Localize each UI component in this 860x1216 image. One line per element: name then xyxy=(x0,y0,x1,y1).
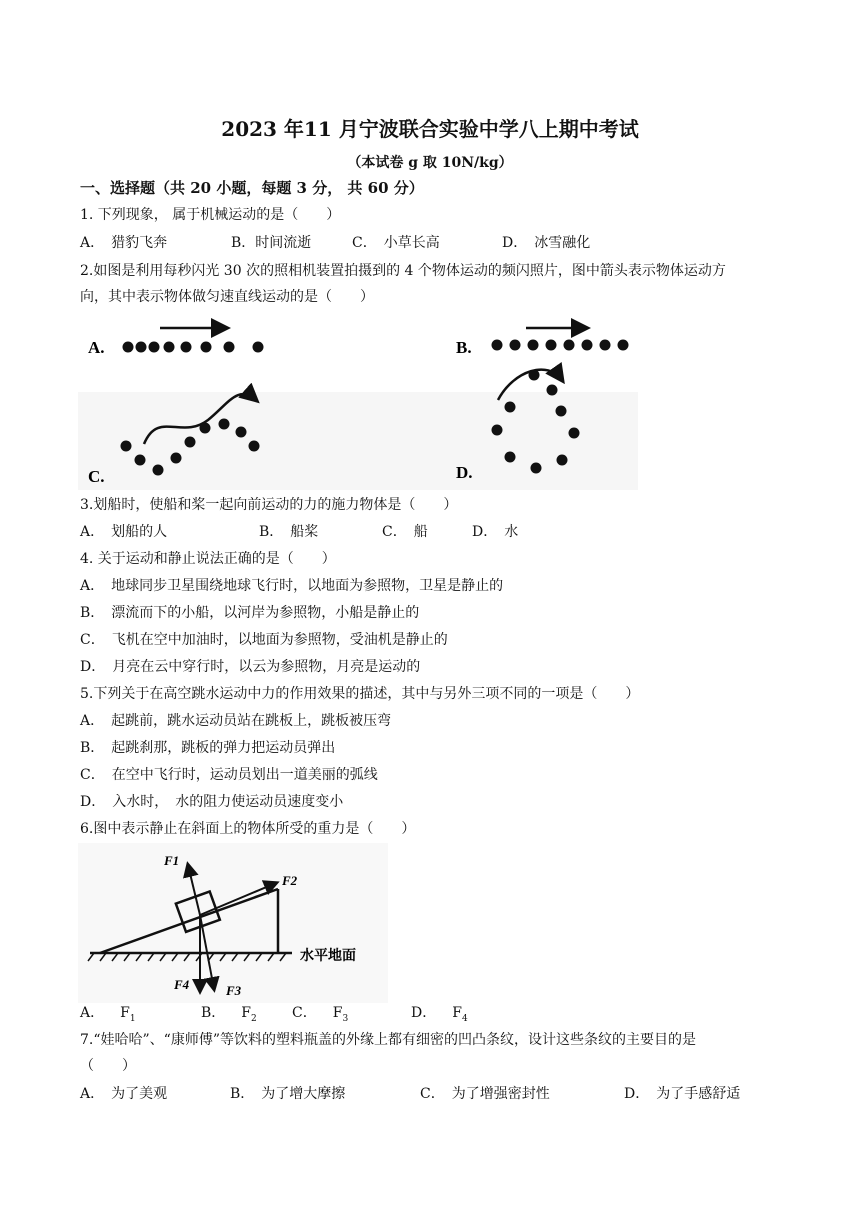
q3-option-d: D． 水 xyxy=(472,524,519,540)
q3-option-b: B． 船桨 xyxy=(259,524,319,540)
q6-label-f2: F2 xyxy=(282,873,298,888)
q6-option-c: C． $F_3$ xyxy=(292,1005,349,1024)
q6-figure xyxy=(78,843,388,1003)
q6-option-a: A． $F_1$ xyxy=(80,1005,136,1024)
q6-label-f1: F1 xyxy=(164,853,180,868)
q6-label-ground: 水平地面 xyxy=(300,948,356,964)
q5-stem: 5.下列关于在高空跳水运动中力的作用效果的描述，其中与另外三项不同的一项是（ ） xyxy=(80,686,640,702)
q6-option-b: B． $F_2$ xyxy=(201,1005,257,1024)
q7-option-b: B． 为了增大摩擦 xyxy=(230,1086,346,1102)
q2-label-a: A. xyxy=(88,338,105,357)
q7-stem-line1: 7.“娃哈哈”、“康师傅”等饮料的塑料瓶盖的外缘上都有细密的凹凸条纹，设计这些条纹的主要目的是 xyxy=(80,1032,696,1048)
q2-label-b: B. xyxy=(456,338,472,357)
q4-option-a: A． 地球同步卫星围绕地球飞行时，以地面为参照物，卫星是静止的 xyxy=(80,578,504,594)
q6-label-f4: F4 xyxy=(174,977,190,992)
q2-stem-line2: 向，其中表示物体做匀速直线运动的是（ ） xyxy=(80,289,374,305)
q5-option-c: C． 在空中飞行时，运动员划出一道美丽的弧线 xyxy=(80,767,378,783)
q4-option-c: C． 飞机在空中加油时，以地面为参照物，受油机是静止的 xyxy=(80,632,448,648)
q1-option-a: A． 猎豹飞奔 xyxy=(80,235,168,251)
page-subtitle: （本试卷 g 取 10N/kg） xyxy=(347,155,513,171)
q5-option-a: A． 起跳前，跳水运动员站在跳板上，跳板被压弯 xyxy=(80,713,392,729)
q7-option-a: A． 为了美观 xyxy=(80,1086,168,1102)
q4-option-b: B． 漂流而下的小船，以河岸为参照物，小船是静止的 xyxy=(80,605,420,621)
q3-stem: 3.划船时，使船和桨一起向前运动的力的施力物体是（ ） xyxy=(80,497,458,513)
q7-option-c: C． 为了增强密封性 xyxy=(420,1086,550,1102)
q4-option-d: D． 月亮在云中穿行时，以云为参照物，月亮是运动的 xyxy=(80,659,421,675)
q5-option-d: D． 入水时， 水的阻力使运动员速度变小 xyxy=(80,794,344,810)
q7-stem-line2: （ ） xyxy=(80,1058,136,1074)
q7-option-d: D． 为了手感舒适 xyxy=(624,1086,741,1102)
q5-option-b: B． 起跳刹那，跳板的弹力把运动员弹出 xyxy=(80,740,336,756)
section-heading: 一、选择题（共 20 小题，每题 3 分， 共 60 分） xyxy=(80,179,424,197)
q1-option-d: D． 冰雪融化 xyxy=(502,235,591,251)
q1-stem: 1. 下列现象， 属于机械运动的是（ ） xyxy=(80,207,341,223)
q6-option-d: D． $F_4$ xyxy=(411,1005,468,1024)
q2-stem-line1: 2.如图是利用每秒闪光 30 次的照相机装置拍摄到的 4 个物体运动的频闪照片，图中箭头表示物体运动方 xyxy=(80,263,726,279)
q6-stem: 6.图中表示静止在斜面上的物体所受的重力是（ ） xyxy=(80,821,416,837)
q2-figure xyxy=(78,312,638,490)
q3-option-a: A． 划船的人 xyxy=(80,524,168,540)
q6-label-f3: F3 xyxy=(226,983,242,998)
q1-option-c: C． 小草长高 xyxy=(352,235,440,251)
q1-option-b: B．时间流逝 xyxy=(231,235,312,251)
q3-option-c: C． 船 xyxy=(382,524,428,540)
q2-label-d: D. xyxy=(456,463,473,482)
q2-label-c: C. xyxy=(88,467,105,486)
q4-stem: 4. 关于运动和静止说法正确的是（ ） xyxy=(80,551,336,567)
page-title: 2023 年11 月宁波联合实验中学八上期中考试 xyxy=(221,117,639,141)
